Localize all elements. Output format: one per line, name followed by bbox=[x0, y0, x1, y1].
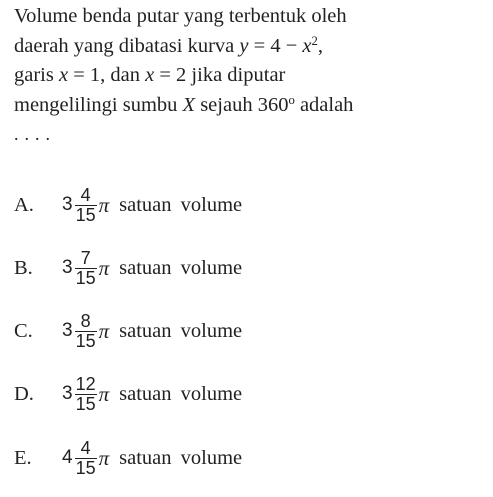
option-letter: D. bbox=[14, 382, 34, 405]
question-ellipsis: .... bbox=[14, 124, 56, 144]
denominator: 15 bbox=[75, 330, 96, 351]
numerator: 7 bbox=[80, 247, 91, 268]
whole-part: 3 bbox=[62, 320, 73, 341]
whole-part: 4 bbox=[62, 447, 73, 468]
pi-symbol: π bbox=[98, 192, 110, 217]
question-line-1: Volume benda putar yang terbentuk oleh bbox=[14, 5, 347, 27]
numerator: 12 bbox=[75, 373, 96, 394]
option-d[interactable] bbox=[14, 369, 242, 419]
option-unit-text: satuan volume bbox=[119, 446, 243, 469]
option-a[interactable] bbox=[14, 180, 242, 230]
option-unit-text: satuan volume bbox=[119, 382, 243, 405]
whole-part: 3 bbox=[62, 194, 73, 215]
option-letter: B. bbox=[14, 256, 33, 279]
fraction bbox=[75, 439, 97, 478]
denominator: 15 bbox=[75, 267, 96, 288]
mixed-fraction bbox=[62, 249, 109, 288]
question-line-2: daerah yang dibatasi kurva $y = 4 - x^2$, bbox=[14, 33, 323, 57]
fraction bbox=[75, 186, 97, 225]
mixed-fraction bbox=[62, 186, 109, 225]
question-line-3: garis x = 1, dan x = 2 jika diputar bbox=[14, 64, 286, 86]
option-letter: E. bbox=[14, 446, 32, 469]
option-letter: A. bbox=[14, 193, 34, 216]
pi-symbol: π bbox=[98, 255, 110, 280]
fraction bbox=[75, 312, 97, 351]
pi-symbol: π bbox=[98, 318, 110, 343]
denominator: 15 bbox=[75, 204, 96, 225]
denominator: 15 bbox=[75, 457, 96, 478]
whole-part: 3 bbox=[62, 257, 73, 278]
whole-part: 3 bbox=[62, 383, 73, 404]
pi-symbol: π bbox=[98, 381, 110, 406]
question-line-4: mengelilingi sumbu X sejauh 360$^o$ adalah bbox=[14, 92, 354, 116]
question-text bbox=[14, 2, 484, 150]
option-c[interactable] bbox=[14, 306, 242, 356]
option-b[interactable] bbox=[14, 243, 242, 293]
numerator: 8 bbox=[80, 310, 91, 331]
option-unit-text: satuan volume bbox=[119, 256, 243, 279]
mixed-fraction bbox=[62, 439, 109, 478]
option-letter: C. bbox=[14, 319, 33, 342]
numerator: 4 bbox=[80, 184, 91, 205]
mixed-fraction bbox=[62, 375, 109, 414]
numerator: 4 bbox=[80, 437, 91, 458]
option-unit-text: satuan volume bbox=[119, 319, 243, 342]
fraction bbox=[75, 375, 97, 414]
mixed-fraction bbox=[62, 312, 109, 351]
denominator: 15 bbox=[75, 393, 96, 414]
option-unit-text: satuan volume bbox=[119, 193, 243, 216]
fraction bbox=[75, 249, 97, 288]
pi-symbol: π bbox=[98, 445, 110, 470]
option-e[interactable] bbox=[14, 433, 242, 483]
